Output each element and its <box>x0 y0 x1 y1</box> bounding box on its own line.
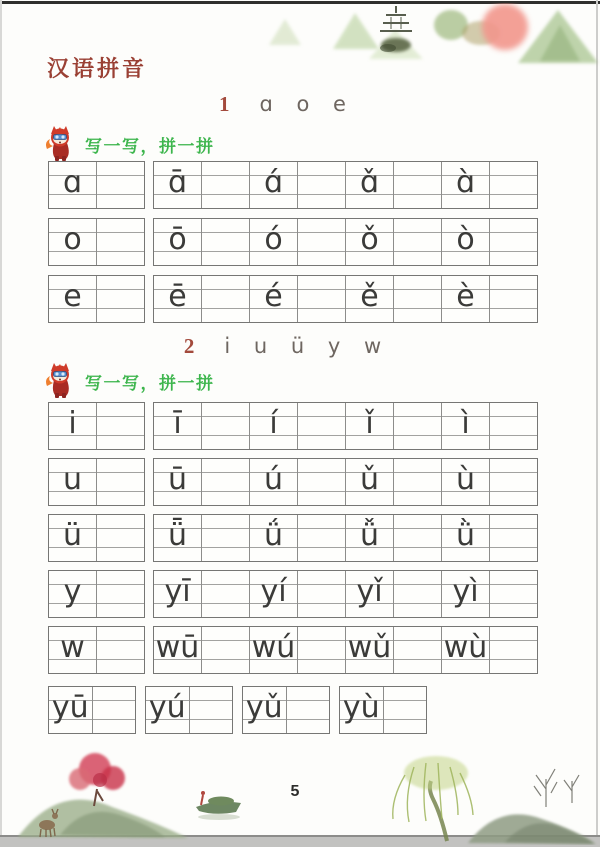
empty-practice-cell <box>202 276 250 322</box>
pinyin-letter: ò <box>456 222 475 257</box>
tone-letters-block <box>153 275 538 323</box>
base-letter-block <box>48 218 145 266</box>
letter-cell <box>49 219 97 265</box>
empty-practice-cell <box>394 162 442 208</box>
letter-cell <box>49 515 97 561</box>
tone-letters-block <box>153 218 538 266</box>
empty-practice-cell <box>490 459 537 505</box>
pinyin-letter: ǖ <box>167 518 187 553</box>
letter-cell <box>346 515 394 561</box>
section-1-heading <box>0 92 565 122</box>
pinyin-letter: ǐ <box>365 406 374 441</box>
pinyin-letter: yú <box>148 690 186 725</box>
letter-cell <box>49 276 97 322</box>
pinyin-letter: wū <box>155 630 200 665</box>
activity-label: 写一写，拼一拼 <box>85 373 215 393</box>
pinyin-letter: wù <box>443 630 488 665</box>
empty-practice-cell <box>490 219 537 265</box>
pinyin-letter: wǔ <box>347 630 392 665</box>
letter-cell <box>250 515 298 561</box>
syllable-block <box>242 686 330 734</box>
empty-practice-cell <box>298 219 346 265</box>
empty-practice-cell <box>287 687 330 733</box>
section-letters: ɑ o e <box>259 92 346 116</box>
letter-cell <box>49 162 97 208</box>
pinyin-letter: ǔ <box>359 462 379 497</box>
letter-cell <box>442 276 490 322</box>
pinyin-letter: ü <box>62 518 82 553</box>
tone-letters-block <box>153 402 538 450</box>
boat-icon <box>196 791 241 820</box>
base-letter-block <box>48 570 145 618</box>
letter-cell <box>49 571 97 617</box>
letter-cell <box>346 219 394 265</box>
pinyin-letter: ǜ <box>455 518 475 553</box>
letter-cell <box>346 276 394 322</box>
pinyin-grid-row <box>48 458 538 506</box>
tone-letters-block <box>153 161 538 209</box>
empty-practice-cell <box>97 571 144 617</box>
pinyin-letter: ō <box>168 222 187 257</box>
pinyin-letter: ì <box>461 406 470 441</box>
activity-header <box>44 126 215 162</box>
pinyin-grid-row <box>48 514 538 562</box>
letter-cell <box>346 403 394 449</box>
activity-label: 写一写，拼一拼 <box>85 136 215 156</box>
letter-cell <box>250 162 298 208</box>
pinyin-letter: yū <box>51 690 89 725</box>
pinyin-letter: ɑ̀ <box>455 165 476 200</box>
empty-practice-cell <box>394 515 442 561</box>
letter-cell <box>154 403 202 449</box>
scan-edge-artifact-top <box>0 1 600 4</box>
pinyin-letter: ī <box>173 406 182 441</box>
empty-practice-cell <box>202 162 250 208</box>
section-number: 1 <box>219 92 230 116</box>
empty-practice-cell <box>490 515 537 561</box>
letter-cell <box>346 571 394 617</box>
fox-mascot-icon <box>44 363 74 399</box>
pinyin-letter: ǒ <box>360 222 379 257</box>
pinyin-grid-row <box>48 626 538 674</box>
letter-cell <box>442 571 490 617</box>
empty-practice-cell <box>202 459 250 505</box>
empty-practice-cell <box>97 162 144 208</box>
empty-practice-cell <box>298 627 346 673</box>
pinyin-letter: é <box>264 279 283 314</box>
empty-practice-cell <box>298 403 346 449</box>
watercolor-mountains <box>269 10 598 63</box>
empty-practice-cell <box>97 459 144 505</box>
empty-practice-cell <box>97 515 144 561</box>
letter-cell <box>49 627 97 673</box>
letter-cell <box>250 219 298 265</box>
empty-practice-cell <box>394 219 442 265</box>
empty-practice-cell <box>202 627 250 673</box>
base-letter-block <box>48 275 145 323</box>
letter-cell <box>250 627 298 673</box>
scan-edge-artifact-bottom-band <box>0 837 600 847</box>
empty-practice-cell <box>490 627 537 673</box>
tone-letters-block <box>153 458 538 506</box>
letter-cell <box>250 403 298 449</box>
syllable-block <box>48 686 136 734</box>
empty-practice-cell <box>202 219 250 265</box>
pinyin-letter: ɑ <box>62 165 83 200</box>
pinyin-letter: è <box>456 279 475 314</box>
letter-cell <box>250 571 298 617</box>
empty-practice-cell <box>298 515 346 561</box>
pinyin-letter: i <box>68 406 77 441</box>
left-rock-decoration <box>18 800 188 838</box>
letter-cell <box>442 459 490 505</box>
letter-cell <box>154 571 202 617</box>
letter-cell <box>340 687 384 733</box>
fox-mascot-icon <box>44 126 74 162</box>
pinyin-letter: yì <box>452 574 479 609</box>
pinyin-letter: ɑ́ <box>263 165 284 200</box>
pinyin-grid-row <box>48 218 538 266</box>
base-letter-block <box>48 514 145 562</box>
empty-practice-cell <box>202 571 250 617</box>
empty-practice-cell <box>384 687 427 733</box>
pinyin-grid-row <box>48 161 538 209</box>
empty-practice-cell <box>394 459 442 505</box>
pinyin-letter: ǚ <box>359 518 379 553</box>
empty-practice-cell <box>190 687 233 733</box>
pinyin-letter: yí <box>260 574 287 609</box>
empty-practice-cell <box>394 627 442 673</box>
tone-letters-block <box>153 626 538 674</box>
deer-icon <box>39 809 58 837</box>
letter-cell <box>250 276 298 322</box>
pinyin-grid-row <box>48 275 538 323</box>
tone-letters-block <box>153 570 538 618</box>
empty-practice-cell <box>202 403 250 449</box>
pinyin-grid-row <box>48 686 427 734</box>
empty-practice-cell <box>93 687 136 733</box>
pinyin-letter: ě <box>360 279 379 314</box>
pinyin-letter: yī <box>164 574 191 609</box>
pinyin-letter: u <box>62 462 82 497</box>
pinyin-letter: ɑ̌ <box>359 165 380 200</box>
empty-practice-cell <box>298 276 346 322</box>
letter-cell <box>49 403 97 449</box>
base-letter-block <box>48 402 145 450</box>
empty-practice-cell <box>298 162 346 208</box>
empty-practice-cell <box>394 403 442 449</box>
section-letters: i u ü y w <box>224 334 382 358</box>
pinyin-letter: í <box>269 406 278 441</box>
letter-cell <box>49 459 97 505</box>
pinyin-letter: w <box>60 630 85 665</box>
base-letter-block <box>48 626 145 674</box>
letter-cell <box>250 459 298 505</box>
empty-practice-cell <box>394 571 442 617</box>
scan-edge-artifact-right <box>596 0 598 847</box>
letter-cell <box>154 515 202 561</box>
empty-practice-cell <box>490 571 537 617</box>
ink-bush-decoration <box>380 38 411 52</box>
pinyin-letter: ó <box>264 222 283 257</box>
activity-header <box>44 363 215 399</box>
red-tree-decoration <box>69 753 125 806</box>
sun-decoration <box>482 4 528 50</box>
empty-practice-cell <box>97 276 144 322</box>
pinyin-letter: yǔ <box>245 690 283 725</box>
pinyin-letter: ú <box>263 462 283 497</box>
section-2-heading <box>0 334 565 364</box>
syllable-block <box>145 686 233 734</box>
letter-cell <box>346 627 394 673</box>
pagoda-icon <box>380 6 412 31</box>
pinyin-letter: ǘ <box>263 518 283 553</box>
empty-practice-cell <box>202 515 250 561</box>
letter-cell <box>442 219 490 265</box>
empty-practice-cell <box>298 571 346 617</box>
page-title: 汉语拼音 <box>47 56 148 81</box>
pinyin-letter: y <box>63 574 82 609</box>
pinyin-letter: wú <box>251 630 296 665</box>
letter-cell <box>442 162 490 208</box>
letter-cell <box>49 687 93 733</box>
pinyin-letter: ū <box>167 462 187 497</box>
letter-cell <box>154 276 202 322</box>
page-number: 5 <box>290 783 300 800</box>
letter-cell <box>154 459 202 505</box>
empty-practice-cell <box>394 276 442 322</box>
base-letter-block <box>48 458 145 506</box>
empty-practice-cell <box>490 276 537 322</box>
tone-letters-block <box>153 514 538 562</box>
empty-practice-cell <box>97 403 144 449</box>
section-number: 2 <box>183 334 195 358</box>
willow-tree-decoration <box>393 756 473 841</box>
letter-cell <box>442 627 490 673</box>
scan-edge-artifact-left <box>0 0 2 847</box>
letter-cell <box>154 627 202 673</box>
empty-practice-cell <box>490 403 537 449</box>
letter-cell <box>442 515 490 561</box>
pinyin-letter: yù <box>342 690 380 725</box>
empty-practice-cell <box>298 459 346 505</box>
syllable-block <box>339 686 427 734</box>
base-letter-block <box>48 161 145 209</box>
letter-cell <box>146 687 190 733</box>
pinyin-grid-row <box>48 402 538 450</box>
top-landscape-decoration <box>255 3 600 67</box>
pinyin-letter: o <box>63 222 82 257</box>
letter-cell <box>154 162 202 208</box>
pinyin-letter: ù <box>455 462 475 497</box>
pinyin-letter: yǐ <box>356 574 383 609</box>
pinyin-letter: ē <box>168 279 187 314</box>
bare-trees-decoration <box>534 769 579 807</box>
empty-practice-cell <box>97 219 144 265</box>
pinyin-letter: ɑ̄ <box>167 165 188 200</box>
letter-cell <box>154 219 202 265</box>
pinyin-grid-row <box>48 570 538 618</box>
letter-cell <box>442 403 490 449</box>
empty-practice-cell <box>97 627 144 673</box>
letter-cell <box>243 687 287 733</box>
pinyin-letter: e <box>63 279 82 314</box>
empty-practice-cell <box>490 162 537 208</box>
letter-cell <box>346 459 394 505</box>
letter-cell <box>346 162 394 208</box>
